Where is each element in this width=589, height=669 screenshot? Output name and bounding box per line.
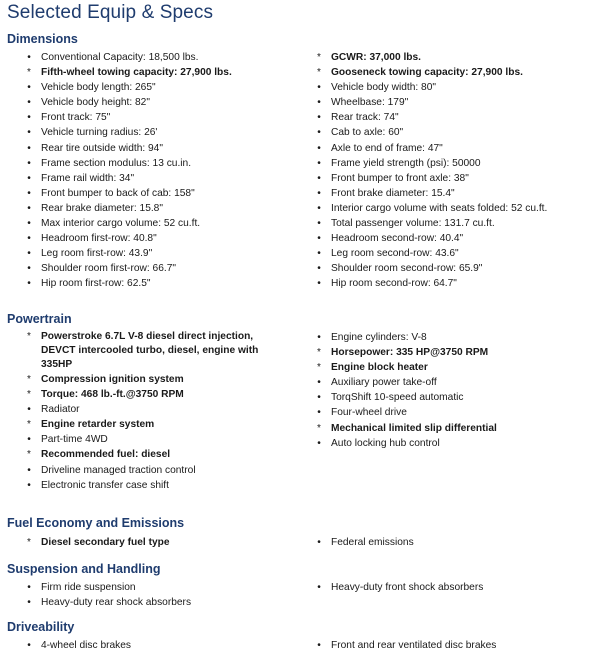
bullet-icon: • bbox=[27, 142, 31, 154]
bullet-icon: • bbox=[317, 582, 321, 593]
spec-item bbox=[314, 95, 584, 110]
spec-item bbox=[24, 595, 309, 610]
spec-item bbox=[314, 580, 584, 595]
page-title: Selected Equip & Specs bbox=[7, 2, 214, 23]
spec-text: Torque: 468 lb.-ft.@3750 RPM bbox=[41, 389, 184, 401]
spec-item bbox=[314, 421, 584, 436]
spec-text: Wheelbase: 179" bbox=[331, 97, 409, 109]
bullet-icon: • bbox=[317, 332, 321, 343]
spec-item bbox=[24, 216, 309, 231]
spec-item bbox=[24, 201, 309, 216]
right-spec-column bbox=[314, 535, 584, 550]
spec-item bbox=[24, 580, 309, 595]
spec-item bbox=[314, 125, 584, 140]
bullet-icon: • bbox=[317, 82, 321, 94]
spec-text: Hip room first-row: 62.5" bbox=[41, 278, 151, 290]
spec-item bbox=[24, 432, 309, 447]
bullet-icon: • bbox=[27, 434, 31, 446]
spec-text: GCWR: 37,000 lbs. bbox=[331, 52, 422, 63]
spec-text: Part-time 4WD bbox=[41, 434, 108, 446]
spec-item bbox=[314, 80, 584, 95]
bullet-icon: • bbox=[27, 97, 31, 109]
spec-item bbox=[314, 65, 584, 80]
spec-item bbox=[24, 50, 309, 65]
star-icon: * bbox=[27, 537, 31, 548]
spec-item bbox=[24, 186, 309, 201]
spec-item bbox=[314, 375, 584, 390]
spec-text: 4-wheel disc brakes bbox=[41, 640, 132, 651]
spec-text: Conventional Capacity: 18,500 lbs. bbox=[41, 52, 199, 63]
bullet-icon: • bbox=[317, 112, 321, 124]
spec-text: Engine cylinders: V-8 bbox=[331, 332, 427, 343]
spec-text: Auxiliary power take-off bbox=[331, 377, 437, 389]
spec-text: Powerstroke 6.7L V-8 diesel direct injection, DEVCT intercooled turbo, diesel, engine with 335HP bbox=[41, 331, 259, 370]
spec-text: Auto locking hub control bbox=[331, 437, 440, 449]
section-heading: Fuel Economy and Emissions bbox=[7, 516, 185, 530]
bullet-icon: • bbox=[27, 202, 31, 214]
spec-text: Rear brake diameter: 15.8" bbox=[41, 202, 163, 214]
bullet-icon: • bbox=[27, 157, 31, 169]
spec-text: Vehicle body height: 82" bbox=[41, 97, 150, 109]
star-icon: * bbox=[27, 419, 31, 431]
spec-text: Compression ignition system bbox=[41, 374, 184, 385]
right-spec-column bbox=[314, 580, 584, 595]
spec-item bbox=[24, 231, 309, 246]
spec-text: Front and rear ventilated disc brakes bbox=[331, 640, 497, 651]
bullet-icon: • bbox=[317, 127, 321, 139]
bullet-icon: • bbox=[317, 142, 321, 154]
spec-item bbox=[24, 125, 309, 140]
spec-item bbox=[314, 535, 584, 550]
bullet-icon: • bbox=[317, 537, 321, 548]
bullet-icon: • bbox=[317, 97, 321, 109]
spec-item bbox=[24, 330, 271, 372]
spec-item bbox=[314, 261, 584, 276]
spec-item bbox=[314, 216, 584, 231]
star-icon: * bbox=[27, 374, 31, 385]
spec-text: Engine block heater bbox=[331, 362, 428, 374]
spec-text: Axle to end of frame: 47" bbox=[331, 142, 443, 154]
bullet-icon: • bbox=[27, 112, 31, 124]
spec-text: Vehicle body length: 265" bbox=[41, 82, 156, 94]
spec-text: Shoulder room first-row: 66.7" bbox=[41, 263, 176, 275]
spec-item bbox=[24, 372, 309, 387]
bullet-icon: • bbox=[317, 218, 321, 230]
spec-item bbox=[314, 171, 584, 186]
bullet-icon: • bbox=[27, 640, 31, 651]
bullet-icon: • bbox=[27, 172, 31, 184]
star-icon: * bbox=[27, 389, 31, 401]
spec-text: Interior cargo volume with seats folded: 52 cu.ft. bbox=[331, 202, 548, 214]
bullet-icon: • bbox=[317, 392, 321, 404]
bullet-icon: • bbox=[27, 278, 31, 290]
bullet-icon: • bbox=[27, 127, 31, 139]
spec-item bbox=[24, 261, 309, 276]
spec-item bbox=[314, 231, 584, 246]
spec-item bbox=[314, 436, 584, 451]
spec-item bbox=[314, 360, 584, 375]
spec-text: Engine retarder system bbox=[41, 419, 155, 431]
spec-text: Front bumper to back of cab: 158" bbox=[41, 187, 195, 199]
star-icon: * bbox=[27, 67, 31, 79]
bullet-icon: • bbox=[317, 377, 321, 389]
spec-item bbox=[314, 156, 584, 171]
spec-item bbox=[24, 171, 309, 186]
spec-text: Firm ride suspension bbox=[41, 582, 136, 593]
spec-text: Gooseneck towing capacity: 27,900 lbs. bbox=[331, 67, 523, 79]
spec-item bbox=[314, 405, 584, 420]
section-heading: Dimensions bbox=[7, 32, 78, 46]
spec-text: Leg room first-row: 43.9" bbox=[41, 248, 153, 260]
bullet-icon: • bbox=[317, 278, 321, 290]
spec-text: Driveline managed traction control bbox=[41, 464, 196, 476]
spec-item bbox=[314, 390, 584, 405]
spec-item bbox=[314, 50, 584, 65]
spec-text: Radiator bbox=[41, 404, 80, 416]
spec-item bbox=[24, 276, 309, 291]
spec-text: Front brake diameter: 15.4" bbox=[331, 187, 455, 199]
spec-text: Leg room second-row: 43.6" bbox=[331, 248, 459, 260]
spec-text: TorqShift 10-speed automatic bbox=[331, 392, 464, 404]
bullet-icon: • bbox=[317, 233, 321, 245]
section-heading: Powertrain bbox=[7, 312, 72, 326]
spec-item bbox=[24, 402, 309, 417]
spec-item bbox=[24, 156, 309, 171]
bullet-icon: • bbox=[27, 479, 31, 491]
spec-text: Vehicle turning radius: 26' bbox=[41, 127, 158, 139]
spec-item bbox=[24, 387, 309, 402]
spec-item bbox=[314, 141, 584, 156]
spec-text: Max interior cargo volume: 52 cu.ft. bbox=[41, 218, 201, 230]
spec-text: Four-wheel drive bbox=[331, 407, 407, 419]
bullet-icon: • bbox=[317, 437, 321, 449]
bullet-icon: • bbox=[27, 82, 31, 94]
left-spec-column bbox=[24, 638, 309, 653]
spec-item bbox=[314, 276, 584, 291]
spec-text: Federal emissions bbox=[331, 537, 414, 548]
spec-item bbox=[314, 110, 584, 125]
bullet-icon: • bbox=[27, 52, 31, 63]
star-icon: * bbox=[317, 422, 321, 434]
bullet-icon: • bbox=[317, 640, 321, 651]
spec-item bbox=[24, 141, 309, 156]
spec-text: Front bumper to front axle: 38" bbox=[331, 172, 469, 184]
bullet-icon: • bbox=[27, 582, 31, 593]
spec-text: Horsepower: 335 HP@3750 RPM bbox=[331, 347, 489, 359]
spec-text: Headroom second-row: 40.4" bbox=[331, 233, 464, 245]
bullet-icon: • bbox=[317, 157, 321, 169]
left-spec-column bbox=[24, 535, 309, 550]
spec-item bbox=[24, 110, 309, 125]
spec-item bbox=[24, 463, 309, 478]
bullet-icon: • bbox=[27, 218, 31, 230]
bullet-icon: • bbox=[27, 263, 31, 275]
bullet-icon: • bbox=[27, 597, 31, 609]
bullet-icon: • bbox=[317, 172, 321, 184]
spec-item bbox=[24, 478, 309, 493]
spec-item bbox=[24, 417, 309, 432]
spec-text: Shoulder room second-row: 65.9" bbox=[331, 263, 483, 275]
spec-item bbox=[24, 65, 309, 80]
spec-text: Total passenger volume: 131.7 cu.ft. bbox=[331, 218, 495, 230]
spec-text: Vehicle body width: 80" bbox=[331, 82, 436, 94]
spec-text: Rear track: 74" bbox=[331, 112, 399, 124]
spec-text: Headroom first-row: 40.8" bbox=[41, 233, 157, 245]
spec-text: Fifth-wheel towing capacity: 27,900 lbs. bbox=[41, 67, 232, 79]
left-spec-column bbox=[24, 50, 309, 292]
star-icon: * bbox=[317, 362, 321, 374]
spec-text: Heavy-duty rear shock absorbers bbox=[41, 597, 192, 609]
spec-item bbox=[24, 447, 309, 462]
star-icon: * bbox=[317, 52, 321, 63]
bullet-icon: • bbox=[317, 202, 321, 214]
spec-text: Cab to axle: 60" bbox=[331, 127, 404, 139]
spec-item bbox=[24, 80, 309, 95]
spec-item bbox=[314, 345, 584, 360]
spec-text: Electronic transfer case shift bbox=[41, 479, 169, 491]
spec-text: Frame yield strength (psi): 50000 bbox=[331, 157, 481, 169]
spec-item bbox=[24, 535, 309, 550]
spec-item bbox=[314, 186, 584, 201]
right-spec-column bbox=[314, 50, 584, 292]
section-heading: Suspension and Handling bbox=[7, 562, 161, 576]
star-icon: * bbox=[27, 449, 31, 461]
spec-text: Frame section modulus: 13 cu.in. bbox=[41, 157, 192, 169]
spec-text: Hip room second-row: 64.7" bbox=[331, 278, 457, 290]
spec-text: Front track: 75" bbox=[41, 112, 111, 124]
bullet-icon: • bbox=[317, 187, 321, 199]
star-icon: * bbox=[27, 331, 31, 342]
right-spec-column bbox=[314, 330, 584, 451]
left-spec-column bbox=[24, 330, 309, 493]
section-heading: Driveability bbox=[7, 620, 75, 634]
spec-item bbox=[314, 246, 584, 261]
spec-text: Frame rail width: 34" bbox=[41, 172, 135, 184]
spec-text: Diesel secondary fuel type bbox=[41, 537, 170, 548]
bullet-icon: • bbox=[317, 407, 321, 419]
spec-item bbox=[24, 638, 309, 653]
spec-item bbox=[314, 201, 584, 216]
bullet-icon: • bbox=[317, 248, 321, 260]
spec-text: Rear tire outside width: 94" bbox=[41, 142, 163, 154]
spec-item bbox=[314, 638, 584, 653]
left-spec-column bbox=[24, 580, 309, 610]
star-icon: * bbox=[317, 347, 321, 359]
bullet-icon: • bbox=[27, 248, 31, 260]
bullet-icon: • bbox=[317, 263, 321, 275]
bullet-icon: • bbox=[27, 233, 31, 245]
star-icon: * bbox=[317, 67, 321, 79]
spec-text: Heavy-duty front shock absorbers bbox=[331, 582, 484, 593]
spec-text: Recommended fuel: diesel bbox=[41, 449, 171, 461]
spec-item bbox=[24, 246, 309, 261]
bullet-icon: • bbox=[27, 187, 31, 199]
spec-item bbox=[314, 330, 584, 345]
bullet-icon: • bbox=[27, 404, 31, 416]
right-spec-column bbox=[314, 638, 584, 653]
bullet-icon: • bbox=[27, 464, 31, 476]
spec-text: Mechanical limited slip differential bbox=[331, 422, 497, 434]
spec-item bbox=[24, 95, 309, 110]
